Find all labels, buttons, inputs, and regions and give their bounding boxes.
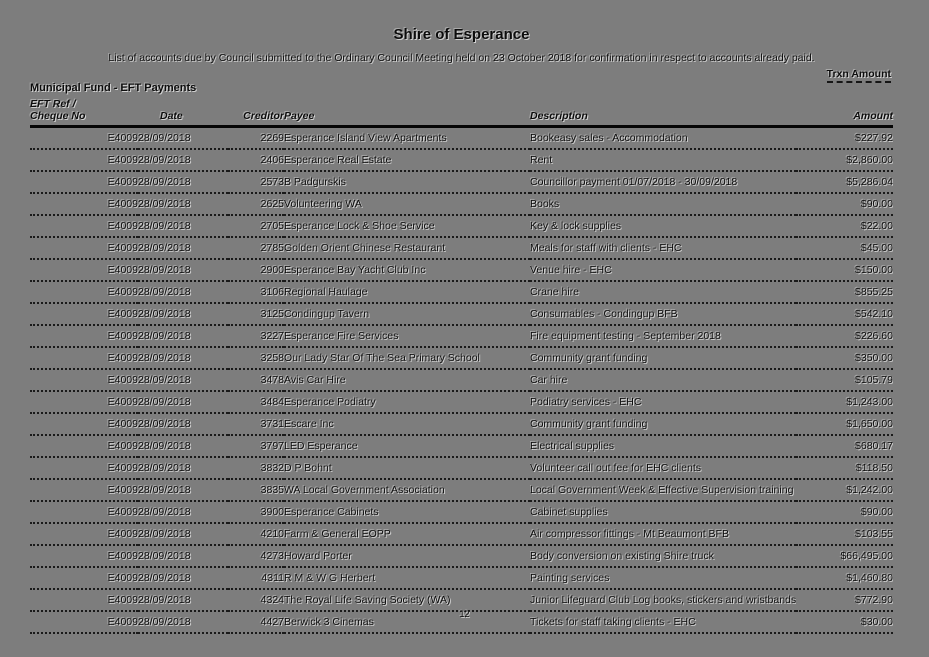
cell-payee: Berwick 3 Cinemas: [284, 611, 530, 633]
cell-amount: $855.25: [796, 281, 893, 303]
cell-amount: $1,650.00: [796, 413, 893, 435]
cell-amount: $5,286.04: [796, 171, 893, 193]
cell-date: 28/09/2018: [138, 413, 228, 435]
cell-date: 28/09/2018: [138, 611, 228, 633]
cell-eft-ref: E4009: [30, 171, 138, 193]
cell-creditor: 4427: [228, 611, 284, 633]
cell-payee: Esperance Lock & Shoe Service: [284, 215, 530, 237]
cell-description: Local Government Week & Effective Supervision training: [530, 479, 796, 501]
cell-payee: Our Lady Star Of The Sea Primary School: [284, 347, 530, 369]
cell-creditor: 3832: [228, 457, 284, 479]
table-row: [30, 171, 893, 193]
payments-table: [30, 98, 893, 634]
cell-creditor: 3484: [228, 391, 284, 413]
cell-creditor: 3835: [228, 479, 284, 501]
cell-date: 28/09/2018: [138, 259, 228, 281]
cell-description: Consumables - Condingup BFB: [530, 303, 796, 325]
cell-date: 28/09/2018: [138, 567, 228, 589]
table-row: [30, 391, 893, 413]
cell-eft-ref: E4009: [30, 303, 138, 325]
cell-amount: $227.92: [796, 127, 893, 150]
table-row: [30, 435, 893, 457]
page-title: Shire of Esperance: [393, 26, 530, 43]
cell-creditor: 4311: [228, 567, 284, 589]
cell-description: Bookeasy sales - Accommodation: [530, 127, 796, 150]
table-row: [30, 589, 893, 611]
cell-payee: Esperance Real Estate: [284, 149, 530, 171]
cell-payee: Esperance Bay Yacht Club Inc: [284, 259, 530, 281]
cell-eft-ref: E4009: [30, 391, 138, 413]
cell-creditor: 2785: [228, 237, 284, 259]
cell-amount: $680.17: [796, 435, 893, 457]
cell-description: Podiatry services - EHC: [530, 391, 796, 413]
cell-eft-ref: E4009: [30, 435, 138, 457]
cell-description: Tickets for staff taking clients - EHC: [530, 611, 796, 633]
cell-creditor: 3125: [228, 303, 284, 325]
cell-amount: $542.10: [796, 303, 893, 325]
table-row: [30, 545, 893, 567]
table-row: [30, 457, 893, 479]
cell-amount: $1,243.00: [796, 391, 893, 413]
header-creditor: Creditor: [228, 98, 284, 127]
table-row: [30, 127, 893, 150]
cell-payee: Golden Orient Chinese Restaurant: [284, 237, 530, 259]
table-row: [30, 259, 893, 281]
table-row: [30, 523, 893, 545]
table-row: [30, 501, 893, 523]
table-header-row: [30, 98, 893, 127]
trxn-amount-label: Trxn Amount: [30, 68, 893, 80]
cell-eft-ref: E4009: [30, 457, 138, 479]
table-row: [30, 303, 893, 325]
cell-eft-ref: E4009: [30, 413, 138, 435]
payments-table-body: [30, 127, 893, 634]
cell-date: 28/09/2018: [138, 589, 228, 611]
cell-creditor: 3106: [228, 281, 284, 303]
cell-eft-ref: E4009: [30, 149, 138, 171]
cell-date: 28/09/2018: [138, 171, 228, 193]
cell-description: Councillor payment 01/07/2018 - 30/09/2018: [530, 171, 796, 193]
cell-creditor: 2900: [228, 259, 284, 281]
cell-payee: Condingup Tavern: [284, 303, 530, 325]
cell-date: 28/09/2018: [138, 501, 228, 523]
cell-description: Venue hire - EHC: [530, 259, 796, 281]
cell-eft-ref: E4009: [30, 589, 138, 611]
cell-description: Books: [530, 193, 796, 215]
cell-date: 28/09/2018: [138, 457, 228, 479]
cell-payee: Avis Car Hire: [284, 369, 530, 391]
cell-eft-ref: E4009: [30, 501, 138, 523]
table-row: [30, 193, 893, 215]
header-description: Description: [530, 98, 796, 127]
cell-payee: Esperance Cabinets: [284, 501, 530, 523]
cell-eft-ref: E4009: [30, 479, 138, 501]
cell-description: Body conversion on existing Shire truck: [530, 545, 796, 567]
cell-payee: The Royal Life Saving Society (WA): [284, 589, 530, 611]
cell-description: Crane hire: [530, 281, 796, 303]
cell-creditor: 4324: [228, 589, 284, 611]
cell-date: 28/09/2018: [138, 523, 228, 545]
header-date: Date: [138, 98, 228, 127]
cell-eft-ref: E4009: [30, 347, 138, 369]
table-row: [30, 281, 893, 303]
cell-amount: $150.00: [796, 259, 893, 281]
cell-amount: $226.60: [796, 325, 893, 347]
cell-date: 28/09/2018: [138, 369, 228, 391]
cell-date: 28/09/2018: [138, 303, 228, 325]
cell-eft-ref: E4009: [30, 259, 138, 281]
cell-amount: $30.00: [796, 611, 893, 633]
cell-amount: $103.55: [796, 523, 893, 545]
cell-date: 28/09/2018: [138, 479, 228, 501]
cell-payee: Volunteering WA: [284, 193, 530, 215]
cell-payee: LED Esperance: [284, 435, 530, 457]
cell-creditor: 4210: [228, 523, 284, 545]
cell-date: 28/09/2018: [138, 193, 228, 215]
cell-description: Junior Lifeguard Club Log books, stickers and wristbands: [530, 589, 796, 611]
table-row: [30, 369, 893, 391]
cell-amount: $1,242.00: [796, 479, 893, 501]
cell-date: 28/09/2018: [138, 391, 228, 413]
cell-date: 28/09/2018: [138, 237, 228, 259]
cell-creditor: 2705: [228, 215, 284, 237]
cell-eft-ref: E4009: [30, 193, 138, 215]
cell-description: Car hire: [530, 369, 796, 391]
cell-description: Meals for staff with clients - EHC: [530, 237, 796, 259]
cell-creditor: 2573: [228, 171, 284, 193]
cell-creditor: 3258: [228, 347, 284, 369]
cell-creditor: 3900: [228, 501, 284, 523]
cell-description: Community grant funding: [530, 347, 796, 369]
cell-date: 28/09/2018: [138, 281, 228, 303]
cell-eft-ref: E4009: [30, 325, 138, 347]
cell-payee: Farm & General EOPP: [284, 523, 530, 545]
cell-payee: B Padgurskis: [284, 171, 530, 193]
header-amount: Amount: [796, 98, 893, 127]
section-heading: Municipal Fund - EFT Payments: [30, 82, 197, 94]
cell-amount: $22.00: [796, 215, 893, 237]
cell-payee: WA Local Government Association: [284, 479, 530, 501]
cell-eft-ref: E4009: [30, 545, 138, 567]
cell-date: 28/09/2018: [138, 325, 228, 347]
cell-date: 28/09/2018: [138, 127, 228, 150]
cell-description: Rent: [530, 149, 796, 171]
cell-creditor: 3797: [228, 435, 284, 457]
cell-amount: $45.00: [796, 237, 893, 259]
cell-creditor: 4273: [228, 545, 284, 567]
cell-eft-ref: E4009: [30, 611, 138, 633]
cell-description: Fire equipment testing - September 2018: [530, 325, 796, 347]
cell-eft-ref: E4009: [30, 567, 138, 589]
cell-eft-ref: E4009: [30, 523, 138, 545]
table-row: [30, 215, 893, 237]
cell-payee: Escare Inc: [284, 413, 530, 435]
cell-description: Painting services: [530, 567, 796, 589]
table-row: [30, 347, 893, 369]
cell-amount: $118.50: [796, 457, 893, 479]
cell-amount: $2,860.00: [796, 149, 893, 171]
cell-payee: Esperance Podiatry: [284, 391, 530, 413]
cell-payee: Esperance Fire Services: [284, 325, 530, 347]
header-payee: Payee: [284, 98, 530, 127]
cell-description: Cabinet supplies: [530, 501, 796, 523]
cell-amount: $66,495.00: [796, 545, 893, 567]
table-row: [30, 237, 893, 259]
header-eft-ref: EFT Ref / Cheque No: [30, 98, 138, 127]
cell-amount: $90.00: [796, 193, 893, 215]
table-row: [30, 413, 893, 435]
cell-creditor: 3478: [228, 369, 284, 391]
cell-description: Community grant funding: [530, 413, 796, 435]
cell-description: Volunteer call out fee for EHC clients: [530, 457, 796, 479]
cell-creditor: 2269: [228, 127, 284, 150]
table-row: [30, 567, 893, 589]
cell-date: 28/09/2018: [138, 435, 228, 457]
cell-eft-ref: E4009: [30, 281, 138, 303]
table-row: [30, 149, 893, 171]
cell-payee: Regional Haulage: [284, 281, 530, 303]
cell-date: 28/09/2018: [138, 215, 228, 237]
table-row: [30, 325, 893, 347]
cell-amount: $105.79: [796, 369, 893, 391]
cell-description: Key & lock supplies: [530, 215, 796, 237]
cell-amount: $350.00: [796, 347, 893, 369]
cell-creditor: 3227: [228, 325, 284, 347]
page-number: 12: [459, 609, 470, 619]
cell-payee: Esperance Island View Apartments: [284, 127, 530, 150]
cell-date: 28/09/2018: [138, 347, 228, 369]
cell-amount: $90.00: [796, 501, 893, 523]
cell-eft-ref: E4009: [30, 369, 138, 391]
cell-description: Air compressor fittings - Mt Beaumont BFB: [530, 523, 796, 545]
cell-amount: $772.90: [796, 589, 893, 611]
document-subtitle: List of accounts due by Council submitted to the Ordinary Council Meeting held on 23 October 2018 for confirmation in respect to accounts already paid.: [108, 52, 815, 64]
cell-eft-ref: E4009: [30, 237, 138, 259]
cell-date: 28/09/2018: [138, 545, 228, 567]
cell-payee: Howard Porter: [284, 545, 530, 567]
cell-description: Electrical supplies: [530, 435, 796, 457]
cell-creditor: 3731: [228, 413, 284, 435]
table-row: [30, 479, 893, 501]
cell-date: 28/09/2018: [138, 149, 228, 171]
cell-payee: R M & W G Herbert: [284, 567, 530, 589]
cell-creditor: 2406: [228, 149, 284, 171]
cell-eft-ref: E4009: [30, 215, 138, 237]
cell-creditor: 2625: [228, 193, 284, 215]
cell-amount: $1,460.80: [796, 567, 893, 589]
cell-eft-ref: E4009: [30, 127, 138, 150]
cell-payee: D P Bohnt: [284, 457, 530, 479]
